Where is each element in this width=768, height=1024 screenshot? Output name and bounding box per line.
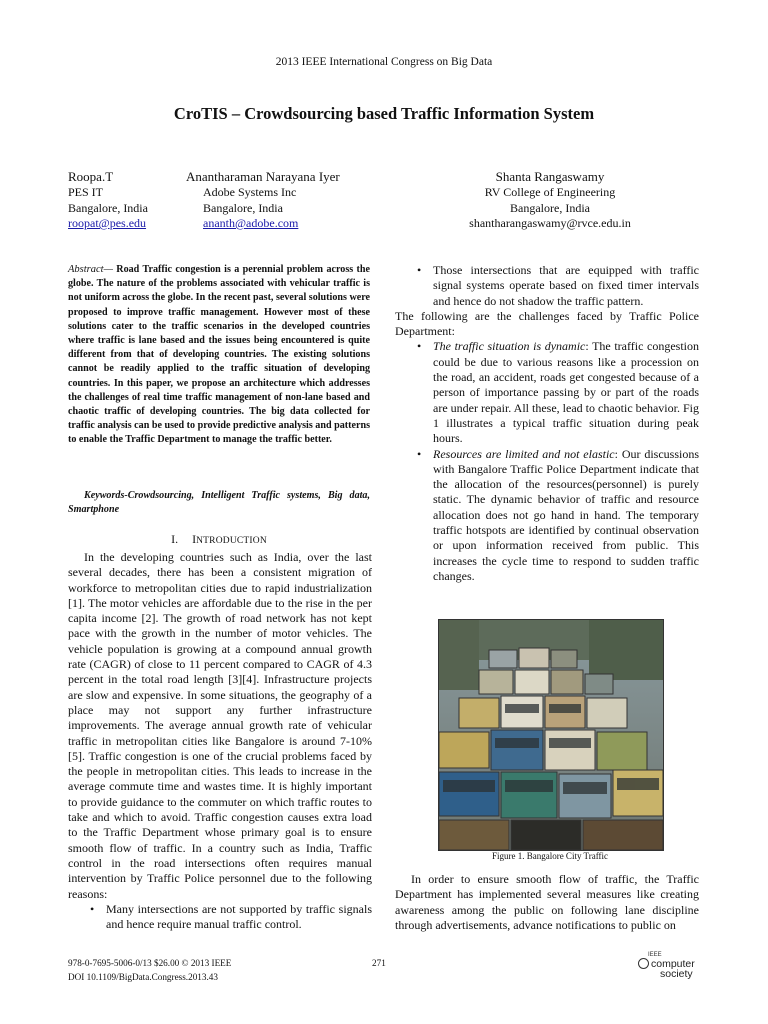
reasons-list-b xyxy=(395,263,699,309)
section-heading xyxy=(68,532,370,547)
bullet-text: Those intersections that are equipped with traffic signal systems operate based on fixed timer intervals and hence do not shadow the traffic pattern. xyxy=(433,263,699,308)
author-3-name: Shanta Rangaswamy xyxy=(495,169,605,184)
challenges-intro: The following are the challenges faced by Traffic Police Department: xyxy=(395,308,699,339)
footer-left xyxy=(68,956,231,984)
author-1-name: Roopa.T xyxy=(68,169,114,184)
logo-line-1: computer xyxy=(651,957,695,970)
bullet-icon: • xyxy=(90,901,95,916)
paper-title: CroTIS – Crowdsourcing based Traffic Information System xyxy=(173,104,595,123)
list-item xyxy=(395,263,699,309)
right-column-top xyxy=(395,263,699,584)
author-2-name: Anantharaman Narayana Iyer xyxy=(186,169,340,184)
list-item xyxy=(395,339,699,446)
challenge-label: Resources are limited and not elastic xyxy=(433,446,615,461)
author-1-location: Bangalore, India xyxy=(68,200,148,215)
left-column-body xyxy=(68,550,372,932)
abstract xyxy=(68,263,370,448)
conference-name: 2013 IEEE International Congress on Big Data xyxy=(275,56,493,68)
intro-paragraph: In the developing countries such as India, over the last several decades, there has been a consistent migration of workforce to metropolitan cities due to rapid industrialization [1]. The motor vehicles are affordable due to the rise in the per capita income [2]. The growth of road network has not kept pace with the growth in the number of motor vehicles. The vehicle population is growing at a compound annual growth rate (CAGR) of close to 11 percent compared to CAGR of 4.3 percent in the total road length [3][4]. Infrastructure projects are slow and expensive. In some situations, the geography of a place may not support any further infrastructure improvements. The average annual growth rate of vehicular traffic in metropolitan cities like Bangalore is around 7-10% [5]. Traffic congestion is one of the crucial problems faced by the people in metropolitan cities. This leads to increase in the average commute time and wastes time. It is highly important to provide guidance to the commuter on which traffic routes to take and which to avoid. Traffic congestion causes extra load to the Traffic Department whose primary goal is to ensure smooth flow of traffic. In a country such as India, Traffic control in the road intersections often requires manual intervention by Traffic Police personnel due to the following reasons: xyxy=(68,550,372,901)
author-1-email[interactable]: roopat@pes.edu xyxy=(68,216,147,230)
section-number: I. xyxy=(171,532,179,546)
list-item xyxy=(68,902,372,933)
keywords: Keywords-Crowdsourcing, Intelligent Traffic systems, Big data, Smartphone xyxy=(68,490,370,516)
page-number: 271 xyxy=(372,958,386,968)
section-title-initial: I xyxy=(192,532,197,546)
logo-line-2: society xyxy=(660,968,693,980)
bullet-icon: • xyxy=(417,446,422,461)
abstract-label: Abstract— xyxy=(68,264,113,275)
section-title-rest: NTRODUCTION xyxy=(196,536,267,546)
footer-doi: DOI 10.1109/BigData.Congress.2013.43 xyxy=(68,972,218,982)
author-1 xyxy=(68,168,148,232)
challenge-label: The traffic situation is dynamic xyxy=(433,339,586,354)
author-2 xyxy=(186,168,340,232)
author-2-location: Bangalore, India xyxy=(203,200,283,215)
closing-paragraph: In order to ensure smooth flow of traffic, the Traffic Department has implemented several measures like creating awareness among the public on following lane discipline through advertisements, advance notifications to public on xyxy=(395,872,699,932)
challenges-list xyxy=(395,339,699,584)
footer-isbn: 978-0-7695-5006-0/13 $26.00 © 2013 IEEE xyxy=(68,958,232,968)
reasons-list-a xyxy=(68,902,372,933)
traffic-photo xyxy=(438,619,664,851)
computer-society-logo xyxy=(638,958,695,979)
author-3-affiliation: RV College of Engineering xyxy=(484,185,616,199)
globe-icon xyxy=(638,958,649,969)
challenge-text: : The traffic congestion could be due to various reasons like a procession on the road, an accident, roads get congested because of a person of importance passing by or part of the roads are under repair. All these, lead to chaotic behavior. Fig 1 illustrates a typical traffic situation during peak hours. xyxy=(433,339,700,446)
challenge-text: : Our discussions with Bangalore Traffic Police Department indicate that the allocation of the resources(personnel) is purely static. The dynamic behavior of traffic and resource allocation does not go hand in hand. The temporary traffic hotspots are identified by continual observation or upon information received from public. This increases the cycle time to respond to sudden traffic changes. xyxy=(433,446,699,583)
author-2-email[interactable]: ananth@adobe.com xyxy=(203,216,299,230)
bullet-icon: • xyxy=(417,263,422,277)
author-3-email: shantharangaswamy@rvce.edu.in xyxy=(469,216,631,230)
figure-caption: Figure 1. Bangalore City Traffic xyxy=(491,851,609,861)
abstract-text: Road Traffic congestion is a perennial problem across the globe. The nature of the problems associated with vehicular traffic is not uniform across the globe. In the recent past, several solutions were proposed to improve traffic management. However most of these solutions cater to the traffic scenarios in the developed countries where traffic is lane based and the issues being encountered is quite different from that of developing countries. The existing solutions cannot be readily applied to the traffic situation of developing countries. In this paper, we propose an architecture which addresses the challenges of real time traffic management of non-lane based and chaotic traffic of developing countries. The big data collected for traffic analysis can be used to provide predictive analysis and patterns to enable the Traffic Department to manage the traffic better. xyxy=(68,264,370,446)
right-column-bottom xyxy=(395,872,699,933)
author-1-affiliation: PES IT xyxy=(68,185,104,199)
author-2-affiliation: Adobe Systems Inc xyxy=(203,185,297,199)
author-3 xyxy=(440,168,660,232)
bullet-text: Many intersections are not supported by traffic signals and hence require manual traffic control. xyxy=(106,901,372,932)
author-3-location: Bangalore, India xyxy=(510,200,590,215)
list-item xyxy=(395,447,699,585)
ieee-logo-text: IEEE xyxy=(648,952,662,958)
bullet-icon: • xyxy=(417,339,422,354)
